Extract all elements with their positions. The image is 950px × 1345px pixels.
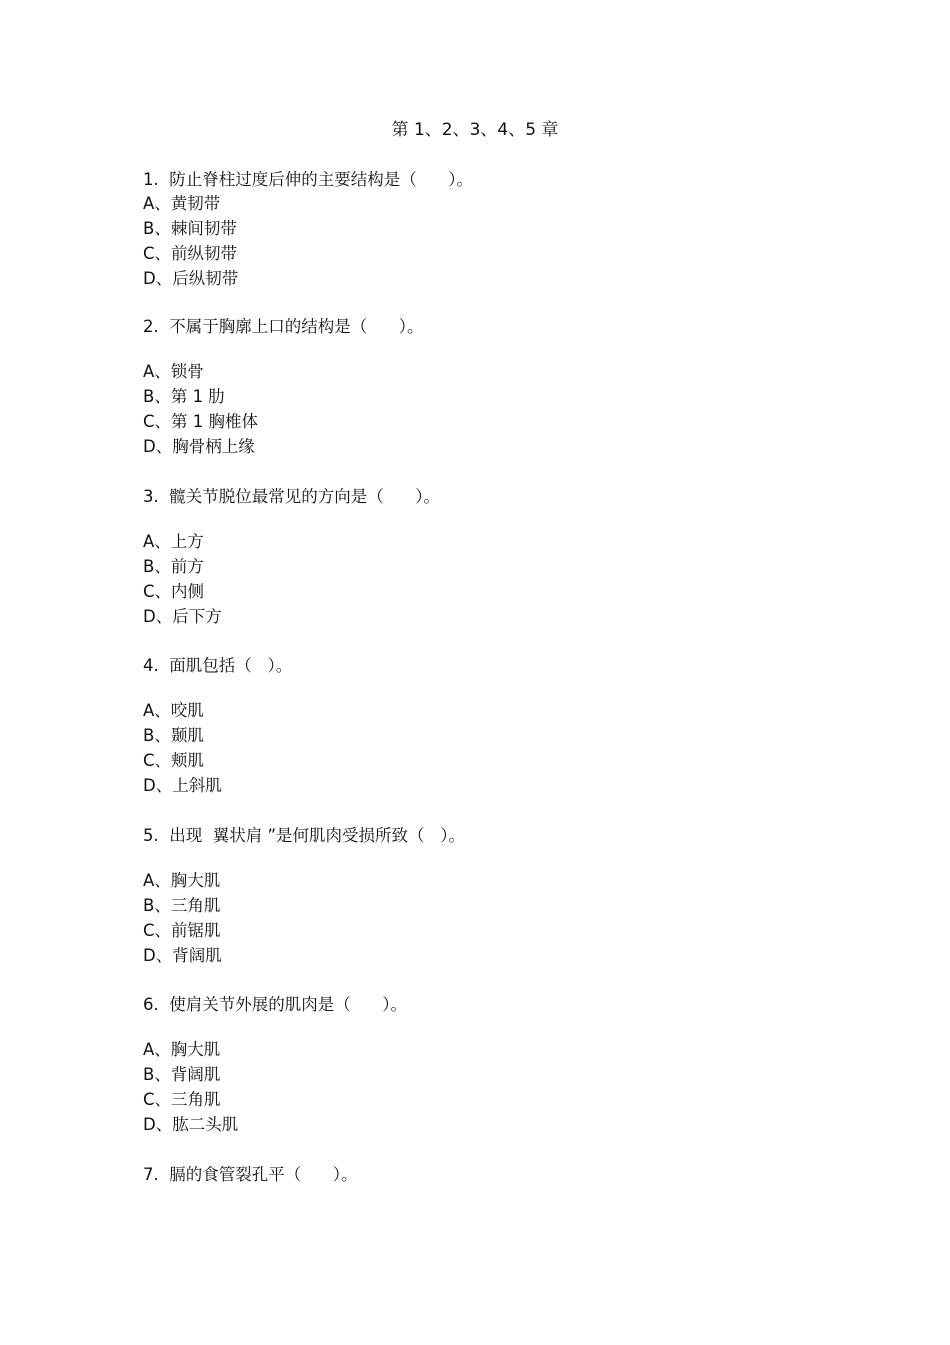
option-a: A、锁骨 bbox=[143, 362, 204, 381]
option-b: B、第 1 肋 bbox=[143, 387, 225, 406]
question-stem: 4. 面肌包括（ ）。 bbox=[143, 656, 293, 675]
question-stem: 3. 髋关节脱位最常见的方向是（ ）。 bbox=[143, 487, 440, 506]
question-4 bbox=[143, 654, 843, 799]
option-a: A、咬肌 bbox=[143, 701, 204, 720]
option-list bbox=[143, 530, 843, 630]
question-stem: 1. 防止脊柱过度后伸的主要结构是（ ）。 bbox=[143, 170, 473, 189]
option-b: B、三角肌 bbox=[143, 896, 221, 915]
question-stem: 2. 不属于胸廓上口的结构是（ ）。 bbox=[143, 317, 424, 336]
question-3 bbox=[143, 485, 843, 630]
page-title: 第 1、2、3、4、5 章 bbox=[391, 120, 559, 140]
option-b: B、背阔肌 bbox=[143, 1065, 221, 1084]
option-d: D、背阔肌 bbox=[143, 946, 222, 965]
option-c: C、前纵韧带 bbox=[143, 244, 238, 263]
option-list bbox=[143, 699, 843, 799]
question-5 bbox=[143, 824, 843, 969]
option-b: B、棘间韧带 bbox=[143, 219, 237, 238]
option-a: A、胸大肌 bbox=[143, 871, 221, 890]
option-c: C、三角肌 bbox=[143, 1090, 221, 1109]
question-stem: 7. 膈的食管裂孔平（ ）。 bbox=[143, 1165, 358, 1184]
question-stem: 6. 使肩关节外展的肌肉是（ ）。 bbox=[143, 995, 407, 1014]
option-d: D、肱二头肌 bbox=[143, 1115, 239, 1134]
question-7 bbox=[143, 1163, 843, 1187]
option-c: C、前锯肌 bbox=[143, 921, 221, 940]
question-2 bbox=[143, 315, 843, 460]
option-a: A、上方 bbox=[143, 532, 204, 551]
option-d: D、胸骨柄上缘 bbox=[143, 437, 255, 456]
question-1 bbox=[143, 168, 843, 292]
option-list bbox=[143, 192, 843, 292]
option-c: C、第 1 胸椎体 bbox=[143, 412, 259, 431]
option-d: D、后纵韧带 bbox=[143, 269, 239, 288]
option-a: A、胸大肌 bbox=[143, 1040, 221, 1059]
question-6 bbox=[143, 993, 843, 1138]
option-b: B、前方 bbox=[143, 557, 204, 576]
question-stem: 5. 出现 翼状肩 ”是何肌肉受损所致（ ）。 bbox=[143, 826, 465, 845]
option-c: C、内侧 bbox=[143, 582, 205, 601]
option-list bbox=[143, 869, 843, 969]
option-c: C、颊肌 bbox=[143, 751, 205, 770]
option-b: B、颞肌 bbox=[143, 726, 204, 745]
option-a: A、黄韧带 bbox=[143, 194, 221, 213]
option-list bbox=[143, 360, 843, 460]
option-list bbox=[143, 1038, 843, 1138]
option-d: D、后下方 bbox=[143, 607, 222, 626]
option-d: D、上斜肌 bbox=[143, 776, 222, 795]
